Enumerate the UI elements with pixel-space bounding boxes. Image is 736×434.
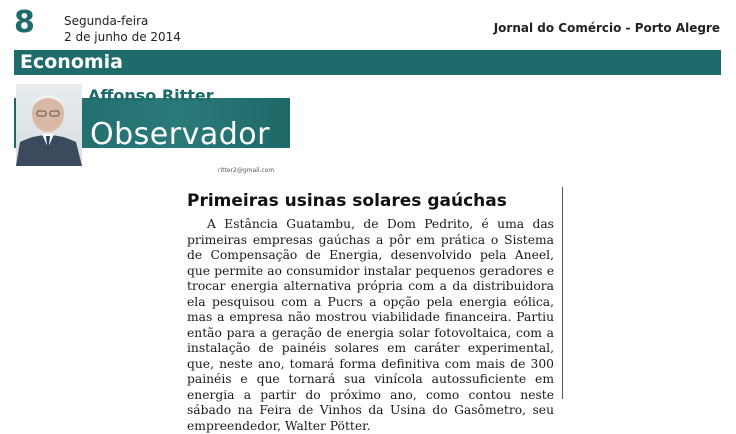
author-photo [16,84,82,166]
issue-date [64,13,181,45]
author-name: Affonso Ritter [88,86,214,105]
section-bar [14,50,721,75]
article-headline: Primeiras usinas solares gaúchas [187,191,507,211]
weekday: Segunda-feira [64,14,149,28]
date: 2 de junho de 2014 [64,30,181,44]
article [187,191,554,434]
section-title: Economia [20,51,124,73]
column-title: Observador [90,117,270,152]
page-number: 8 [14,5,35,40]
newspaper-name: Jornal do Comércio - Porto Alegre [493,21,720,35]
article-body: A Estância Guatambu, de Dom Pedrito, é uma das primeiras empresas gaúchas a pôr em prática o Sistema de Compensação de Energia, desenvolvido pela Aneel, que permite ao consumidor instalar pequenos geradores e trocar energia alternativa própria com a da distribuidora ela pesquisou com a Pucrs a opção pela energia eólica, mas a empresa não mostrou viabilidade financeira. Partiu então para a geração de energia solar fotovoltaica, com a instalação de painéis solares em caráter experimental, que, neste ano, tomará forma definitiva com mais de 300 painéis e que tornará sua vinícola autossuficiente em energia a partir do próximo ano, como contou neste sábado na Feira de Vinhos da Usina do Gasômetro, seu empreendedor, Walter Pötter. [187,217,554,433]
author-email: ritter2@gmail.com [218,167,275,174]
column-header [14,84,290,174]
column-rule [562,187,563,399]
